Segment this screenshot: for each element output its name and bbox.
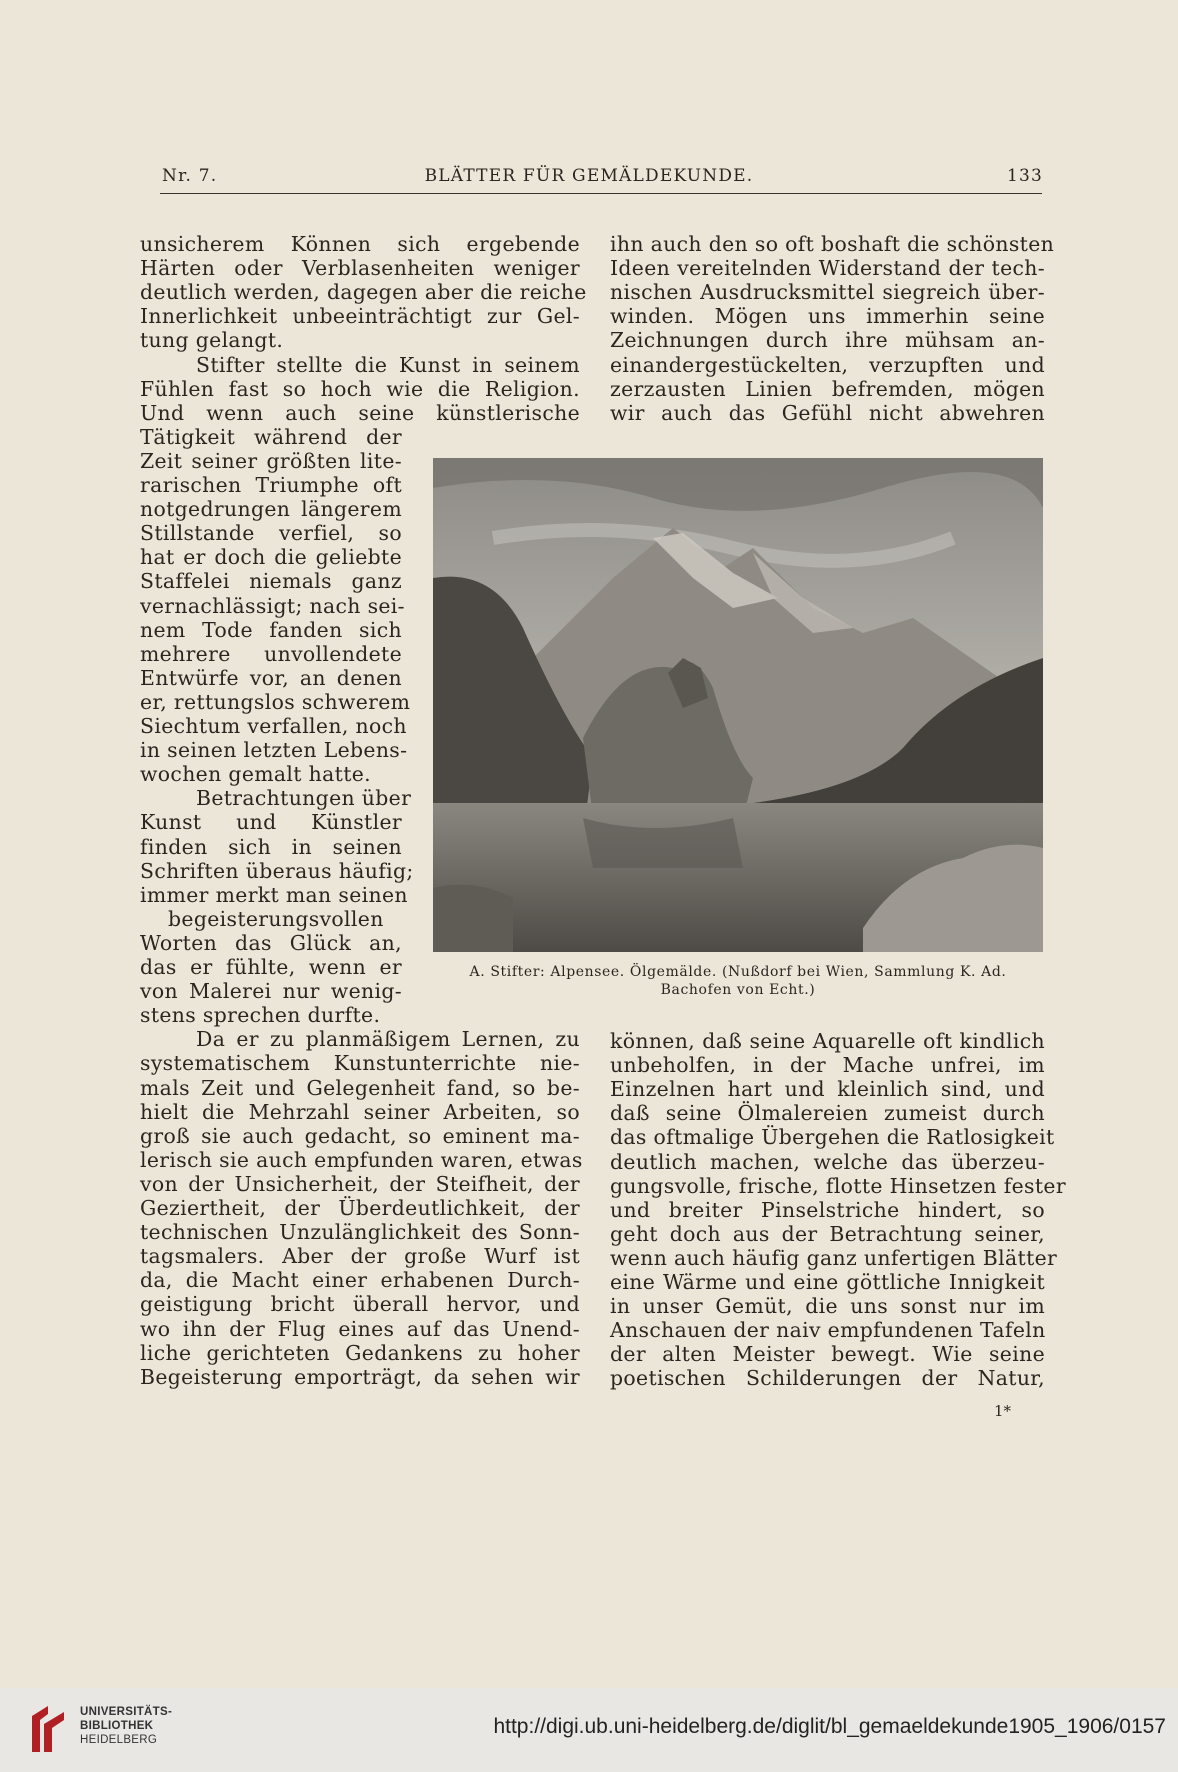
text-line: deutlich machen, welche das überzeu- [610, 1149, 1045, 1174]
text-line: Schriften überaus häufig; [140, 858, 414, 883]
text-line: vernachlässigt; nach sei- [140, 593, 405, 618]
text-line: Härten oder Verblasenheiten weniger [140, 256, 580, 281]
text-line: eine Wärme und eine göttliche Innigkeit [610, 1270, 1045, 1294]
text-line: Betrachtungen über [196, 786, 412, 811]
signature-mark: 1* [993, 1402, 1011, 1420]
text-line: Einzelnen hart und kleinlich sind, und [610, 1077, 1045, 1102]
text-line: rarischen Triumphe oft [140, 473, 402, 497]
text-line: mals Zeit und Gelegenheit fand, so be- [140, 1075, 580, 1100]
text-line: Zeichnungen durch ihre mühsam an- [610, 328, 1045, 353]
text-line: hat er doch die geliebte [140, 545, 402, 570]
text-line: wir auch das Gefühl nicht abwehren [610, 400, 1045, 425]
text-line: Geziertheit, der Überdeutlichkeit, der [140, 1196, 580, 1220]
text-line: mehrere unvollendete [140, 641, 402, 666]
text-line: liche gerichteten Gedankens zu hoher [140, 1340, 580, 1365]
library-logo-icon [26, 1702, 70, 1754]
text-line: das er fühlte, wenn er [140, 955, 402, 979]
caption-line-2: Bachofen von Echt.) [660, 982, 816, 998]
source-url-link[interactable]: http://digi.ub.uni-heidelberg.de/diglit/bl_gemaeldekunde1905_1906/0157 [493, 1715, 1166, 1738]
text-line: unsicherem Können sich ergebende [140, 232, 580, 256]
text-line: Tätigkeit während der [140, 424, 402, 449]
caption-line-1: A. Stifter: Alpensee. Ölgemälde. (Nußdorf bei Wien, Sammlung K. Ad. [469, 964, 1007, 980]
text-line: Innerlichkeit unbeeinträchtigt zur Gel- [140, 304, 580, 329]
text-line: geistigung bricht überall hervor, und [140, 1292, 580, 1317]
page-number: 133 [1006, 166, 1043, 186]
text-line: hielt die Mehrzahl seiner Arbeiten, so [140, 1099, 580, 1124]
text-line: tung gelangt. [140, 328, 284, 353]
text-line: tagsmalers. Aber der große Wurf ist [140, 1244, 580, 1269]
text-line: wenn auch häufig ganz unfertigen Blätter [610, 1245, 1058, 1270]
text-line: Siechtum verfallen, noch [140, 714, 407, 738]
text-line: er, rettungslos schwerem [140, 689, 411, 714]
text-line: finden sich in seinen [140, 834, 402, 859]
text-line: Worten das Glück an, [140, 930, 402, 955]
text-line: Fühlen fast so hoch wie die Religion. [140, 376, 580, 401]
text-line: ihn auch den so oft boshaft die schönsten [610, 232, 1055, 256]
alpine-lake-painting [433, 458, 1043, 952]
text-line: Und wenn auch seine künstlerische [140, 400, 580, 425]
text-line: Stifter stellte die Kunst in seinem [196, 352, 580, 377]
text-line: Anschauen der naiv empfundenen Tafeln [610, 1318, 1046, 1343]
text-line: Begeisterung emporträgt, da sehen wir [140, 1364, 580, 1389]
text-line: Entwürfe vor, an denen [140, 665, 402, 690]
text-line: technischen Unzulänglichkeit des Sonn- [140, 1220, 580, 1245]
painting-illustration [433, 458, 1043, 952]
text-line: poetischen Schilderungen der Natur, [610, 1366, 1045, 1391]
text-line: wochen gemalt hatte. [140, 762, 371, 787]
text-line: notgedrungen längerem [140, 497, 402, 522]
text-line: nem Tode fanden sich [140, 617, 402, 642]
text-line: gungsvolle, frische, flotte Hinsetzen fester [610, 1173, 1066, 1198]
issue-number: Nr. 7. [162, 166, 218, 186]
figure-caption [428, 963, 1048, 999]
text-line: Staffelei niemals ganz [140, 569, 402, 594]
text-line: Ideen vereitelnden Widerstand der tech- [610, 256, 1045, 281]
text-line: von Malerei nur wenig- [140, 979, 402, 1004]
text-line: nischen Ausdrucksmittel siegreich über- [610, 280, 1045, 305]
text-line: einandergestückelten, verzupften und [610, 352, 1045, 377]
text-line: begeisterungsvollen [168, 906, 384, 931]
header-rule [160, 193, 1042, 194]
text-line: Da er zu planmäßigem Lernen, zu [196, 1027, 580, 1052]
text-line: und breiter Pinselstriche hindert, so [610, 1197, 1045, 1222]
text-line: in unser Gemüt, die uns sonst nur im [610, 1294, 1045, 1319]
text-line: der alten Meister bewegt. Wie seine [610, 1342, 1045, 1367]
text-line: können, daß seine Aquarelle oft kindlich [610, 1029, 1045, 1053]
text-line: deutlich werden, dagegen aber die reiche [140, 280, 587, 305]
text-line: von der Unsicherheit, der Steifheit, der [140, 1171, 580, 1196]
library-name: UNIVERSITÄTS- BIBLIOTHEK HEIDELBERG [80, 1706, 173, 1746]
text-line: immer merkt man seinen [140, 882, 408, 907]
text-line: in seinen letzten Lebens- [140, 738, 408, 763]
text-line: unbeholfen, in der Mache unfrei, im [610, 1053, 1045, 1078]
text-line: geht doch aus der Betrachtung seiner, [610, 1221, 1045, 1246]
text-line: Zeit seiner größten lite- [140, 448, 402, 473]
text-line: Stillstande verfiel, so [140, 521, 402, 546]
text-line: das oftmalige Übergehen die Ratlosigkeit [610, 1125, 1055, 1150]
text-line: groß sie auch gedacht, so eminent ma- [140, 1123, 580, 1148]
text-line: lerisch sie auch empfunden waren, etwas [140, 1147, 583, 1172]
text-line: daß seine Ölmalereien zumeist durch [610, 1101, 1045, 1126]
text-line: da, die Macht einer erhabenen Durch- [140, 1268, 580, 1293]
text-line: zerzausten Linien befremden, mögen [610, 376, 1045, 401]
text-line: systematischem Kunstunterrichte nie- [140, 1051, 580, 1076]
text-line: Kunst und Künstler [140, 810, 402, 835]
text-line: stens sprechen durfte. [140, 1003, 381, 1028]
journal-title: BLÄTTER FÜR GEMÄLDEKUNDE. [424, 166, 754, 186]
text-line: winden. Mögen uns immerhin seine [610, 304, 1045, 329]
text-line: wo ihn der Flug eines auf das Unend- [140, 1316, 580, 1341]
viewer-footer [0, 1688, 1178, 1772]
